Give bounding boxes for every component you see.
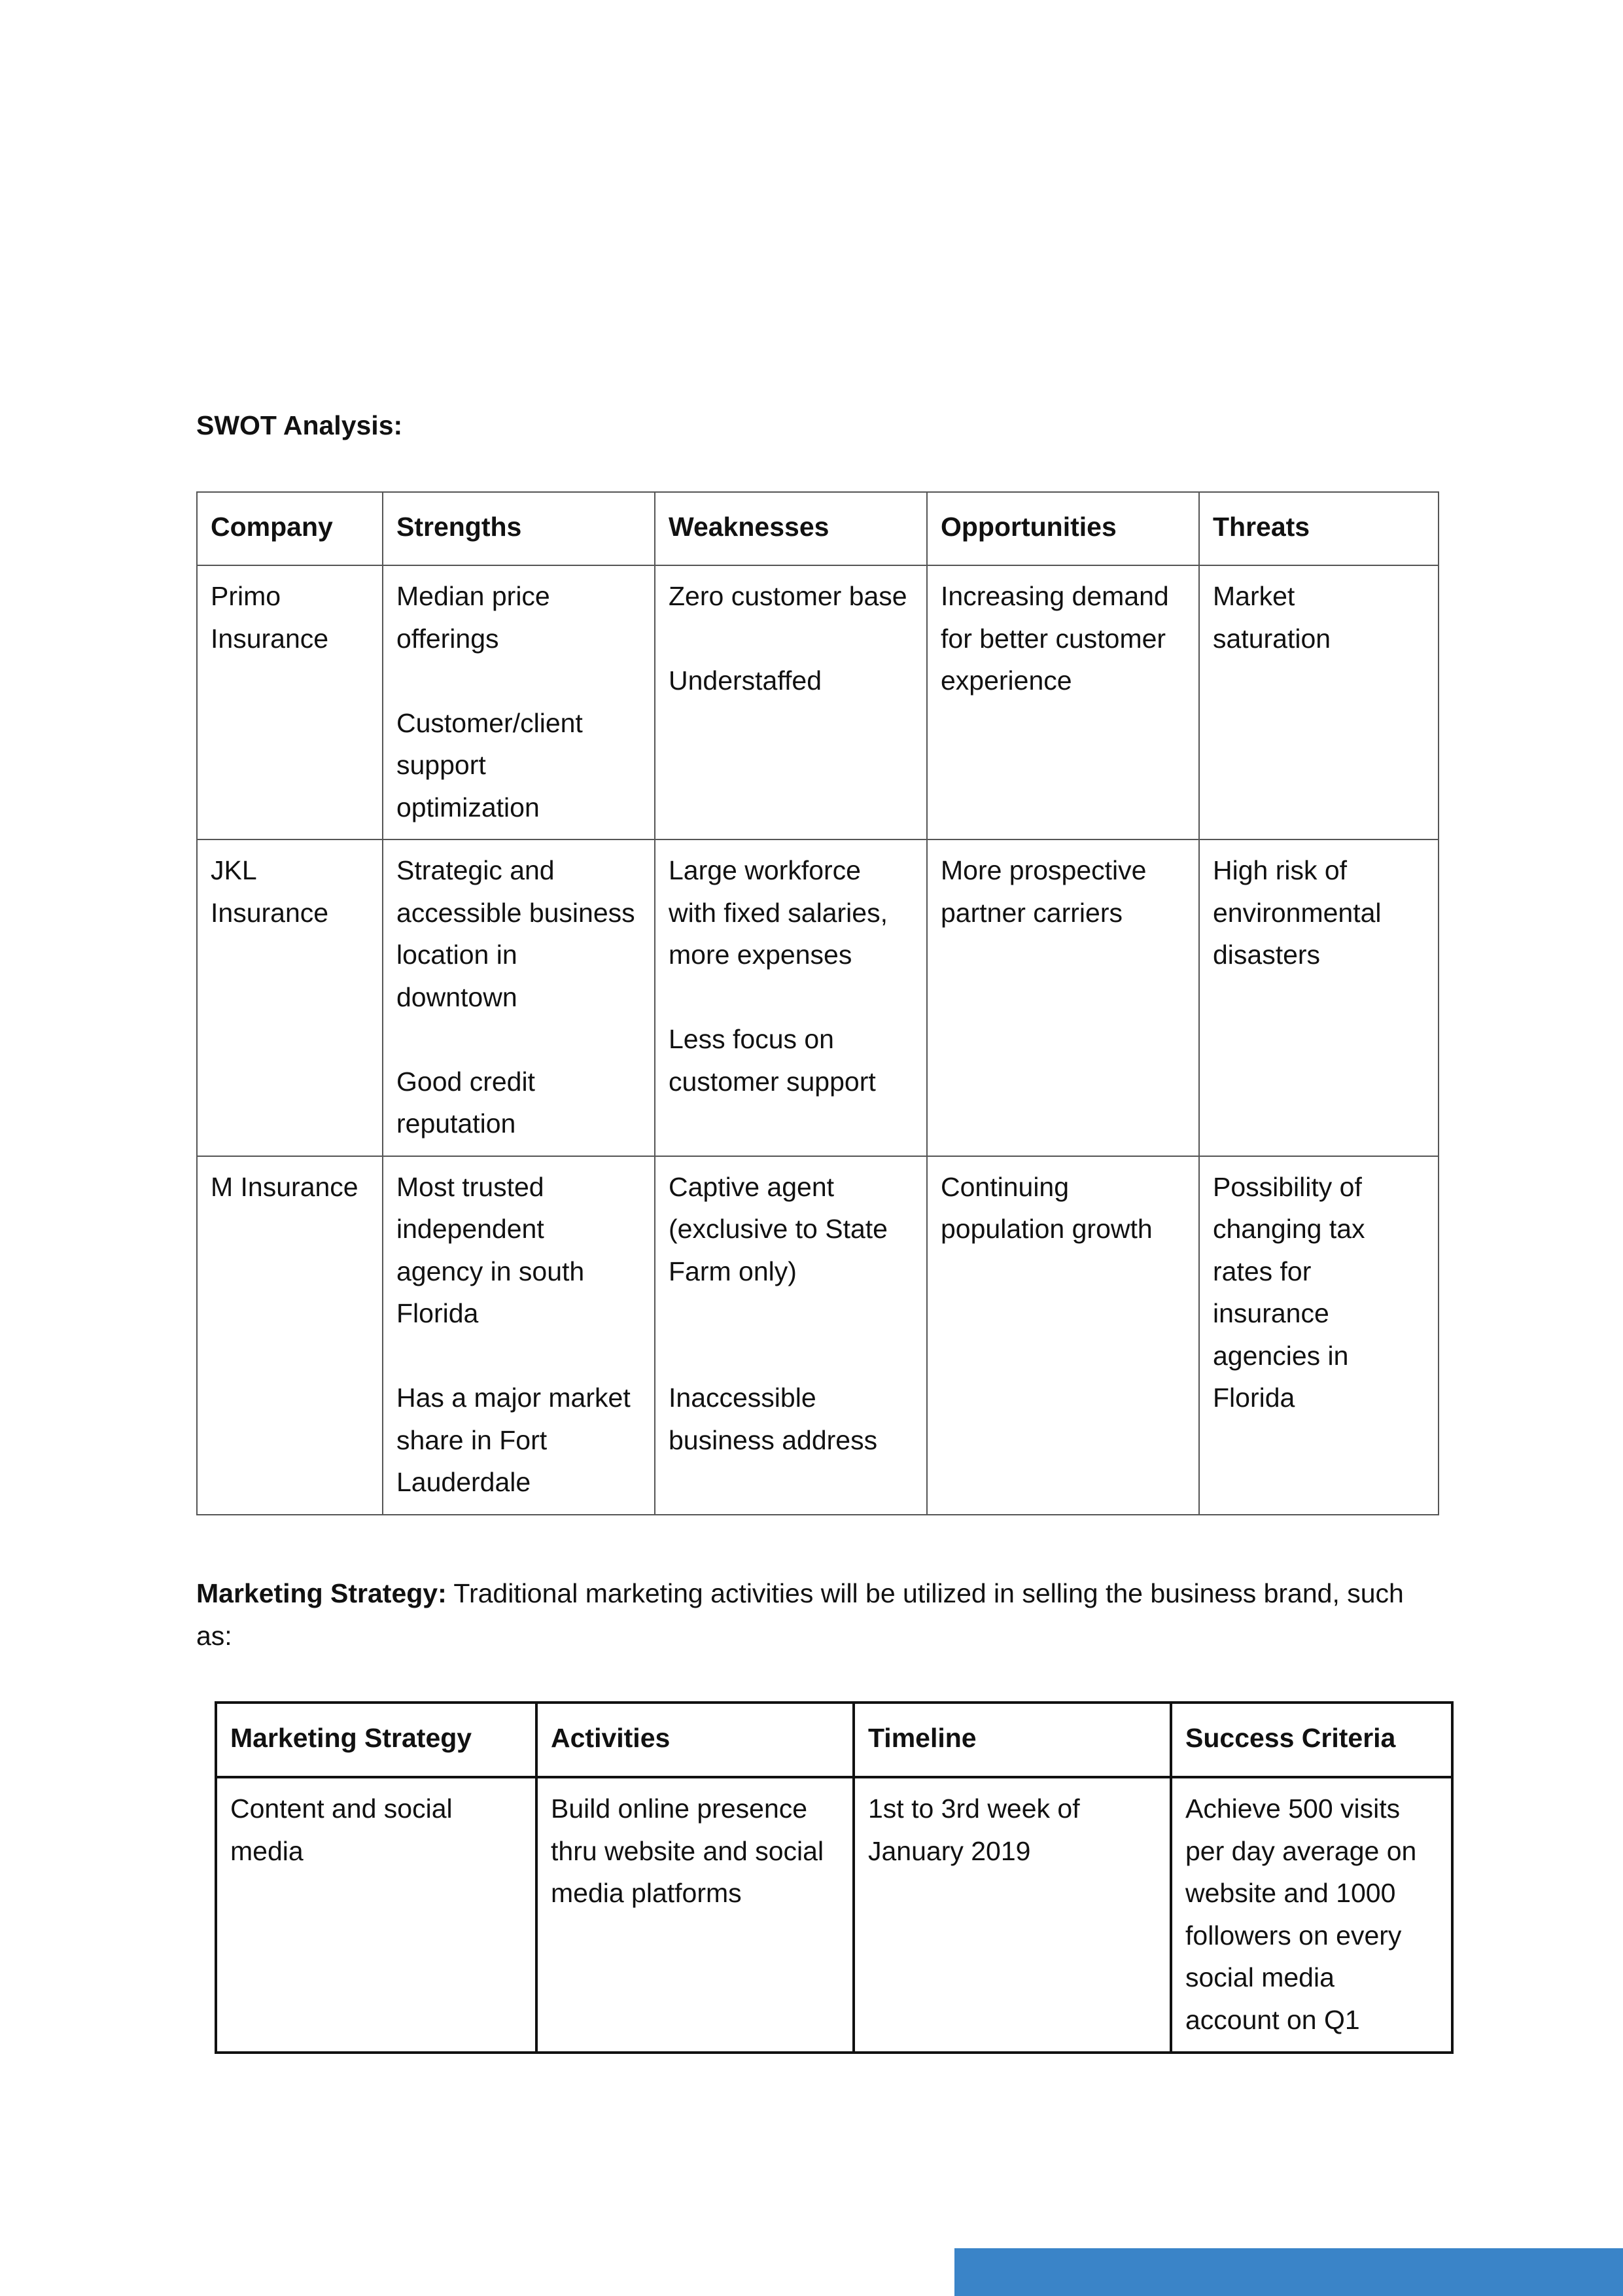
cell-text-line: Florida (1213, 1383, 1295, 1413)
swot-heading: SWOT Analysis: (196, 410, 403, 440)
cell-text-line: Primo (211, 581, 281, 611)
opportunities-cell (927, 565, 1199, 839)
cell-text-line: Understaffed (669, 665, 822, 696)
cell-text-line: per day average on (1185, 1835, 1417, 1866)
company-cell (197, 839, 383, 1156)
cell-text-line: Zero customer base (669, 581, 907, 611)
cell-text-line: Good credit (396, 1066, 535, 1097)
cell-text-line: JKL (211, 855, 257, 885)
marketing-header-row (216, 1703, 1452, 1777)
threats-cell (1199, 839, 1439, 1156)
column-header-activities: Activities (536, 1703, 854, 1777)
footer-accent-bar (954, 2248, 1623, 2296)
paragraph-gap (669, 618, 913, 660)
cell-text-line: support (396, 750, 486, 780)
cell-text-line: location in (396, 940, 517, 970)
paragraph-gap (669, 1335, 913, 1377)
strengths-cell (383, 565, 655, 839)
cell-text-line: agencies in (1213, 1340, 1349, 1371)
cell-text-line: High risk of (1213, 855, 1348, 885)
column-header-marketing-strategy: Marketing Strategy (216, 1703, 536, 1777)
marketing-table (215, 1701, 1454, 2054)
cell-text-line: experience (941, 665, 1072, 696)
cell-text-line: Inaccessible (669, 1383, 816, 1413)
cell-text-line: rates for (1213, 1256, 1312, 1286)
cell-text-line: Median price (396, 581, 550, 611)
criteria-cell (1171, 1777, 1452, 2053)
cell-text-line: Farm only) (669, 1256, 797, 1286)
cell-text-line: reputation (396, 1108, 516, 1139)
swot-body (197, 565, 1439, 1515)
weaknesses-cell (655, 565, 927, 839)
cell-text-line: More prospective (941, 855, 1147, 885)
weaknesses-cell (655, 1156, 927, 1515)
cell-text-line: Continuing (941, 1171, 1070, 1202)
swot-row (197, 839, 1439, 1156)
opportunities-cell (927, 839, 1199, 1156)
opportunities-cell (927, 1156, 1199, 1515)
cell-text-line: for better customer (941, 623, 1166, 654)
paragraph-gap (669, 976, 913, 1019)
cell-text-line: Strategic and (396, 855, 555, 885)
cell-text-line: changing tax (1213, 1214, 1365, 1244)
cell-text-line: January 2019 (868, 1835, 1031, 1866)
column-header-company: Company (197, 492, 383, 565)
cell-text-line: partner carriers (941, 897, 1123, 928)
cell-text-line: media (230, 1835, 304, 1866)
cell-text-line: customer support (669, 1066, 876, 1097)
cell-text-line: Build online presence (551, 1793, 808, 1824)
cell-text-line: Large workforce (669, 855, 861, 885)
swot-header-row (197, 492, 1439, 565)
cell-text-line: agency in south (396, 1256, 585, 1286)
column-header-threats: Threats (1199, 492, 1439, 565)
paragraph-gap (396, 1335, 641, 1377)
cell-text-line: accessible business (396, 897, 635, 928)
cell-text-line: Insurance (211, 623, 329, 654)
marketing-strategy-label: Marketing Strategy: (196, 1578, 447, 1608)
cell-text-line: more expenses (669, 940, 852, 970)
cell-text-line: thru website and social (551, 1835, 824, 1866)
column-header-opportunities: Opportunities (927, 492, 1199, 565)
marketing-strategy-intro (196, 1572, 1439, 1657)
cell-text-line: Market (1213, 581, 1295, 611)
cell-text-line: Customer/client (396, 707, 583, 738)
cell-text-line: Possibility of (1213, 1171, 1362, 1202)
marketing-row (216, 1777, 1452, 2053)
column-header-timeline: Timeline (854, 1703, 1171, 1777)
cell-text-line: optimization (396, 792, 540, 822)
company-cell (197, 565, 383, 839)
cell-text-line: offerings (396, 623, 499, 654)
cell-text-line: Less focus on (669, 1024, 834, 1054)
cell-text-line: social media (1185, 1962, 1335, 1992)
cell-text-line: (exclusive to State (669, 1214, 888, 1244)
cell-text-line: 1st to 3rd week of (868, 1793, 1080, 1824)
paragraph-gap (396, 660, 641, 702)
cell-text-line: Captive agent (669, 1171, 835, 1202)
strategy-cell (216, 1777, 536, 2053)
cell-text-line: Achieve 500 visits (1185, 1793, 1401, 1824)
swot-table (196, 491, 1439, 1515)
column-header-weaknesses: Weaknesses (655, 492, 927, 565)
cell-text-line: M Insurance (211, 1171, 358, 1202)
cell-text-line: disasters (1213, 940, 1321, 970)
paragraph-gap (396, 1018, 641, 1061)
cell-text-line: business address (669, 1424, 878, 1455)
company-cell (197, 1156, 383, 1515)
marketing-body (216, 1777, 1452, 2053)
cell-text-line: downtown (396, 981, 517, 1012)
cell-text-line: Florida (396, 1298, 479, 1328)
column-header-strengths: Strengths (383, 492, 655, 565)
cell-text-line: share in Fort (396, 1424, 548, 1455)
timeline-cell (854, 1777, 1171, 2053)
threats-cell (1199, 565, 1439, 839)
swot-row (197, 565, 1439, 839)
cell-text-line: Content and social (230, 1793, 453, 1824)
cell-text-line: account on Q1 (1185, 2004, 1360, 2035)
column-header-success-criteria: Success Criteria (1171, 1703, 1452, 1777)
activities-cell (536, 1777, 854, 2053)
cell-text-line: Has a major market (396, 1383, 631, 1413)
cell-text-line: Most trusted (396, 1171, 544, 1202)
swot-row (197, 1156, 1439, 1515)
cell-text-line: Lauderdale (396, 1467, 531, 1497)
cell-text-line: environmental (1213, 897, 1382, 928)
cell-text-line: with fixed salaries, (669, 897, 888, 928)
strengths-cell (383, 839, 655, 1156)
cell-text-line: media platforms (551, 1878, 742, 1908)
strengths-cell (383, 1156, 655, 1515)
paragraph-gap (669, 1292, 913, 1335)
marketing-strategy-text: Traditional marketing activities will be utilized in selling the business brand, such as: (196, 1578, 1404, 1651)
cell-text-line: website and 1000 (1185, 1878, 1396, 1908)
cell-text-line: population growth (941, 1214, 1153, 1244)
cell-text-line: followers on every (1185, 1920, 1402, 1951)
cell-text-line: saturation (1213, 623, 1331, 654)
cell-text-line: independent (396, 1214, 544, 1244)
cell-text-line: Increasing demand (941, 581, 1169, 611)
weaknesses-cell (655, 839, 927, 1156)
threats-cell (1199, 1156, 1439, 1515)
cell-text-line: insurance (1213, 1298, 1329, 1328)
cell-text-line: Insurance (211, 897, 329, 928)
